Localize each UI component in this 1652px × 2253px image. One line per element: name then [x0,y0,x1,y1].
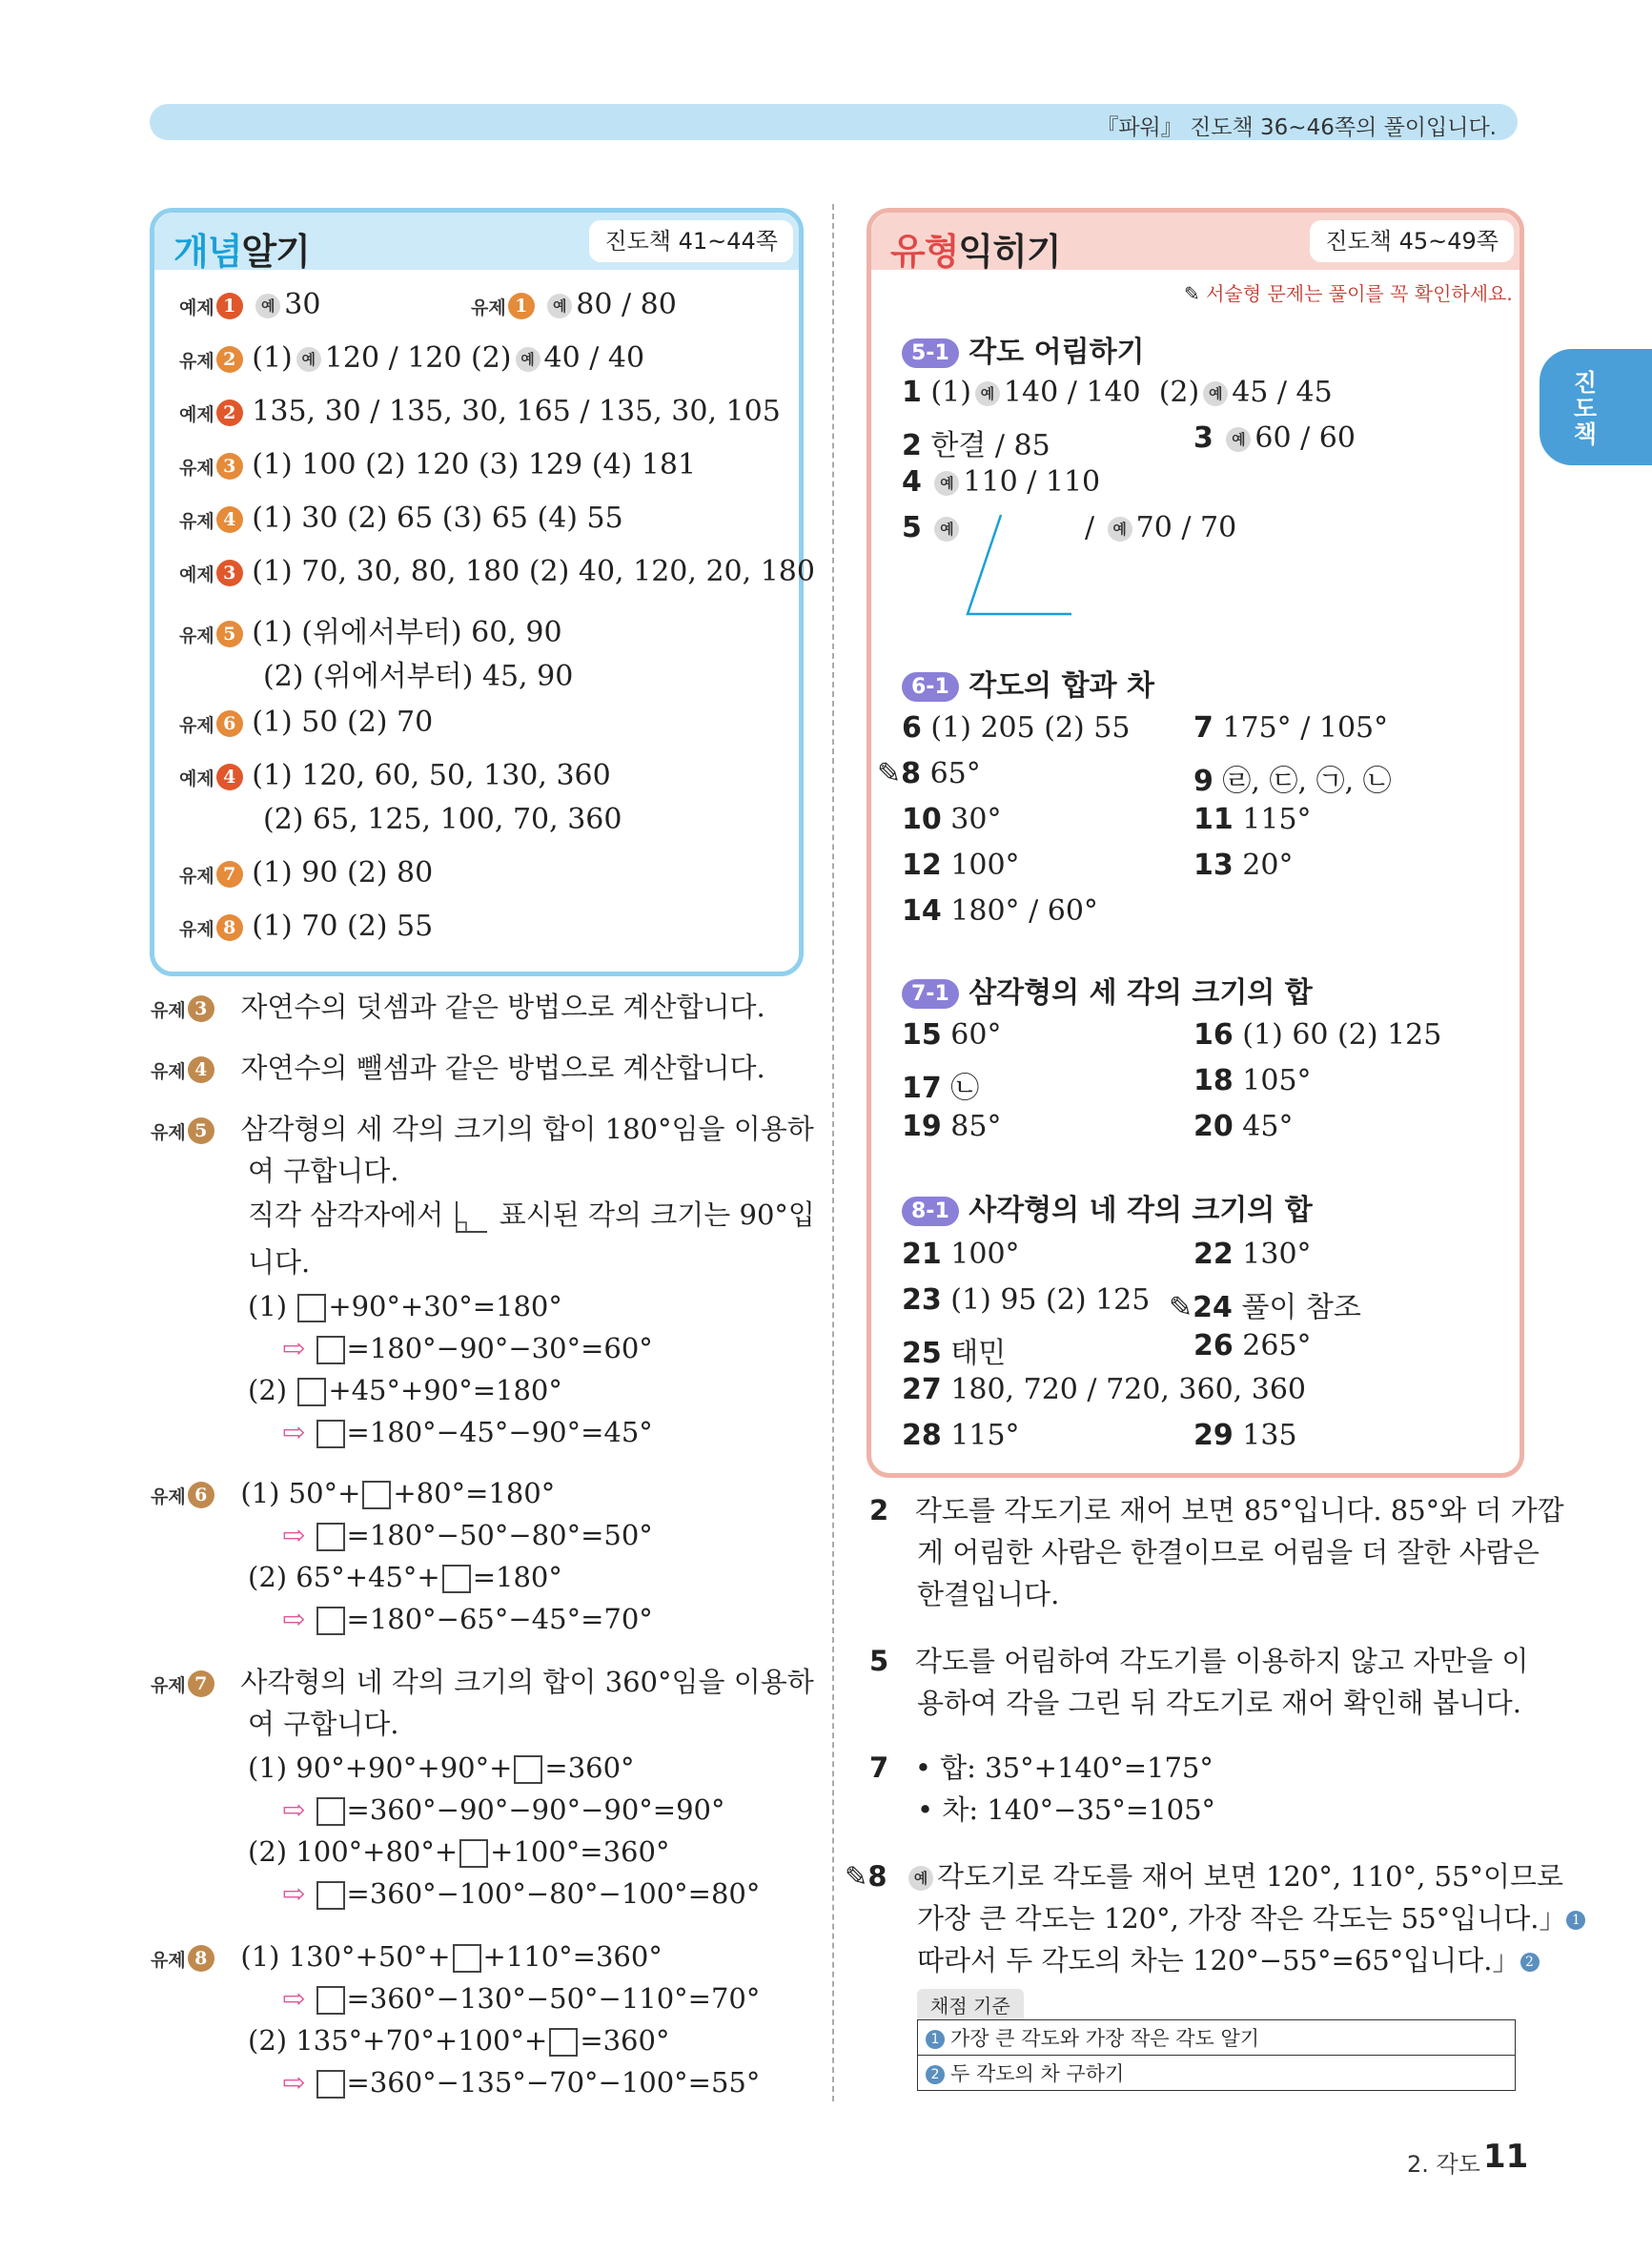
solution-7b: • 차: 140°−35°=105° [917,1793,1216,1826]
explain-6b: ⇨ =180°−50°−80°=50° [282,1519,653,1551]
explain-7d: ⇨ =360°−90°−90°−90°=90° [282,1793,725,1826]
criteria-title: 채점 기준 [917,1989,1024,2020]
answer-23: 23 (1) 95 (2) 125 [902,1283,1151,1317]
answer-28: 28 115° [902,1419,1020,1452]
explain-7e: (2) 100°+80°+ +100°=360° [248,1835,670,1868]
answer-10: 10 30° [902,803,1002,836]
answer-27: 27 180, 720 / 720, 360, 360 [902,1373,1306,1406]
explain-6a: 유제 6 (1) 50°+ +80°=180° [151,1477,556,1509]
concept-row-11: 유제 8 (1) 70 (2) 55 [179,910,434,943]
explain-6c: (2) 65°+45°+ =180° [248,1561,562,1593]
answer-21: 21 100° [902,1238,1020,1271]
type-pages: 진도책 45~49쪽 [1310,220,1514,262]
pencil-icon: ✎ [1184,282,1200,305]
header-text: 『파워』 진도책 36~46쪽의 풀이입니다. [1096,115,1497,140]
solution-5a: 5 각도를 어림하여 각도기를 이용하지 않고 자만을 이 [869,1645,1529,1677]
header-bar [150,104,1518,140]
answer-6: 6 (1) 205 (2) 55 [902,711,1131,745]
answer-25: 25 태민 [902,1337,1007,1370]
footer-chapter: 2. 각도 [1407,2151,1480,2178]
explain-7b: 여 구합니다. [248,1708,399,1740]
concept-row-6: 예제 3 (1) 70, 30, 80, 180 (2) 40, 120, 20, 180 [179,555,815,588]
side-tab-label: 진도책 [1570,370,1598,447]
answer-4: 4 예 110 / 110 [902,465,1101,499]
answer-14: 14 180° / 60° [902,894,1098,928]
explain-6d: ⇨ =180°−65°−45°=70° [282,1603,653,1635]
type-note: ✎ 서술형 문제는 풀이를 꼭 확인하세요. [1184,282,1513,305]
side-tab [1540,349,1652,465]
solution-7a: 7 • 합: 35°+140°=175° [869,1751,1214,1784]
concept-box-header [154,213,799,273]
concept-row-10: 유제 7 (1) 90 (2) 80 [179,856,434,890]
answer-1: 1 (1) 예 140 / 140 (2) 예 45 / 45 [902,376,1333,409]
answer-29: 29 135 [1193,1419,1297,1452]
answer-11: 11 115° [1193,803,1312,836]
section-8-1: 8-1 사각형의 네 각의 크기의 합 [902,1186,1313,1228]
explain-8c: (2) 135°+70°+100°+ =360° [248,2024,670,2057]
concept-row-7: 유제 5 (1) (위에서부터) 60, 90 [179,616,562,649]
explain-5e: (1) +90°+30°=180° [248,1290,562,1322]
answer-24: ✎24 풀이 참조 [1169,1291,1361,1324]
answer-18: 18 105° [1193,1064,1312,1097]
criteria-row-1: 1 가장 큰 각도와 가장 작은 각도 알기 [918,2020,1516,2056]
answer-2: 2 한결 / 85 [902,429,1050,462]
explain-8a: 유제 8 (1) 130°+50°+ +110°=360° [151,1940,663,1973]
concept-row-8: 유제 6 (1) 50 (2) 70 [179,706,434,739]
answer-16: 16 (1) 60 (2) 125 [1193,1018,1442,1052]
solution-2c: 한결입니다. [917,1578,1060,1610]
criteria-row-2: 2 두 각도의 차 구하기 [918,2056,1516,2091]
section-5-1: 5-1 각도 어림하기 [902,328,1145,370]
concept-row-3: 예제 2 135, 30 / 135, 30, 165 / 135, 30, 105 [179,395,781,428]
criteria-table [917,2019,1516,2091]
concept-row-9b: (2) 65, 125, 100, 70, 360 [263,803,622,836]
solution-2b: 게 어림한 사람은 한결이므로 어림을 더 잘한 사람은 [917,1536,1540,1568]
answer-12: 12 100° [902,849,1020,882]
explain-8d: ⇨ =360°−135°−70°−100°=55° [282,2066,761,2099]
solution-5b: 용하여 각을 그린 뒤 각도기로 재어 확인해 봅니다. [917,1687,1522,1719]
explain-5a: 유제 5 삼각형의 세 각의 크기의 합이 180°임을 이용하 [151,1113,814,1145]
answer-19: 19 85° [902,1110,1002,1143]
explain-7f: ⇨ =360°−100°−80°−100°=80° [282,1877,761,1910]
pencil-icon: ✎ [877,757,902,790]
answer-8: ✎8 65° [877,757,981,790]
answer-7: 7 175° / 105° [1193,711,1389,745]
explain-5d: 니다. [248,1246,311,1279]
explain-5c: 직각 삼각자에서 표시된 각의 크기는 90°입 [248,1194,815,1236]
answer-15: 15 60° [902,1018,1002,1052]
explain-3: 유제 3 자연수의 덧셈과 같은 방법으로 계산합니다. [151,991,765,1023]
concept-row-2: 유제 2 (1) 예 120 / 120 (2) 예 40 / 40 [179,341,645,375]
concept-row-1: 예제 1 예 30 [179,288,321,321]
explain-7a: 유제 7 사각형의 네 각의 크기의 합이 360°임을 이용하 [151,1666,814,1698]
solution-8a: ✎8 예 각도기로 각도를 재어 보면 120°, 110°, 55°이므로 [845,1860,1563,1893]
concept-pages: 진도책 41~44쪽 [589,220,793,262]
solution-2a: 2 각도를 각도기로 재어 보면 85°입니다. 85°와 더 가깝 [869,1494,1564,1526]
answer-17: 17 ㉡ [902,1072,980,1105]
answer-20: 20 45° [1193,1110,1294,1143]
concept-row-5: 유제 4 (1) 30 (2) 65 (3) 65 (4) 55 [179,502,623,535]
explain-4: 유제 4 자연수의 뺄셈과 같은 방법으로 계산합니다. [151,1052,765,1084]
section-6-1: 6-1 각도의 합과 차 [902,662,1154,704]
explain-7c: (1) 90°+90°+90°+ =360° [248,1751,635,1784]
concept-row-4: 유제 3 (1) 100 (2) 120 (3) 129 (4) 181 [179,448,697,481]
pencil-icon: ✎ [845,1860,868,1893]
solution-8c: 따라서 두 각도의 차는 120°−55°=65°입니다.」 2 [917,1939,1545,1981]
page-number: 11 [1483,2138,1529,2176]
answer-9: 9 ㉣, ㉢, ㉠, ㉡ [1193,765,1392,798]
concept-title: 개념알기 [173,231,310,273]
answer-5b: / 예 70 / 70 [1085,511,1237,544]
answer-5: 5 예 [902,511,963,544]
explain-5f: ⇨ =180°−90°−30°=60° [282,1332,653,1364]
answer-26: 26 265° [1193,1329,1312,1362]
explain-8b: ⇨ =360°−130°−50°−110°=70° [282,1982,761,2015]
column-divider [832,204,834,2101]
explain-5g: (2) +45°+90°=180° [248,1374,562,1406]
answer-13: 13 20° [1193,849,1294,882]
explain-5b: 여 구합니다. [248,1155,399,1187]
angle-drawing [963,511,1077,618]
concept-row-9: 예제 4 (1) 120, 60, 50, 130, 360 [179,759,611,792]
pencil-icon: ✎ [1169,1291,1193,1324]
type-title: 유형익히기 [890,231,1061,273]
concept-row-1b: 유제 1 예 80 / 80 [471,288,677,321]
concept-row-7b: (2) (위에서부터) 45, 90 [263,660,574,693]
explain-5h: ⇨ =180°−45°−90°=45° [282,1416,653,1448]
answer-3: 3 예 60 / 60 [1193,421,1356,455]
section-7-1: 7-1 삼각형의 세 각의 크기의 합 [902,969,1313,1011]
solution-8b: 가장 큰 각도는 120°, 가장 작은 각도는 55°입니다.」 1 [917,1897,1591,1939]
answer-22: 22 130° [1193,1238,1312,1271]
type-box-header [871,213,1519,273]
right-angle-icon [453,1198,491,1236]
